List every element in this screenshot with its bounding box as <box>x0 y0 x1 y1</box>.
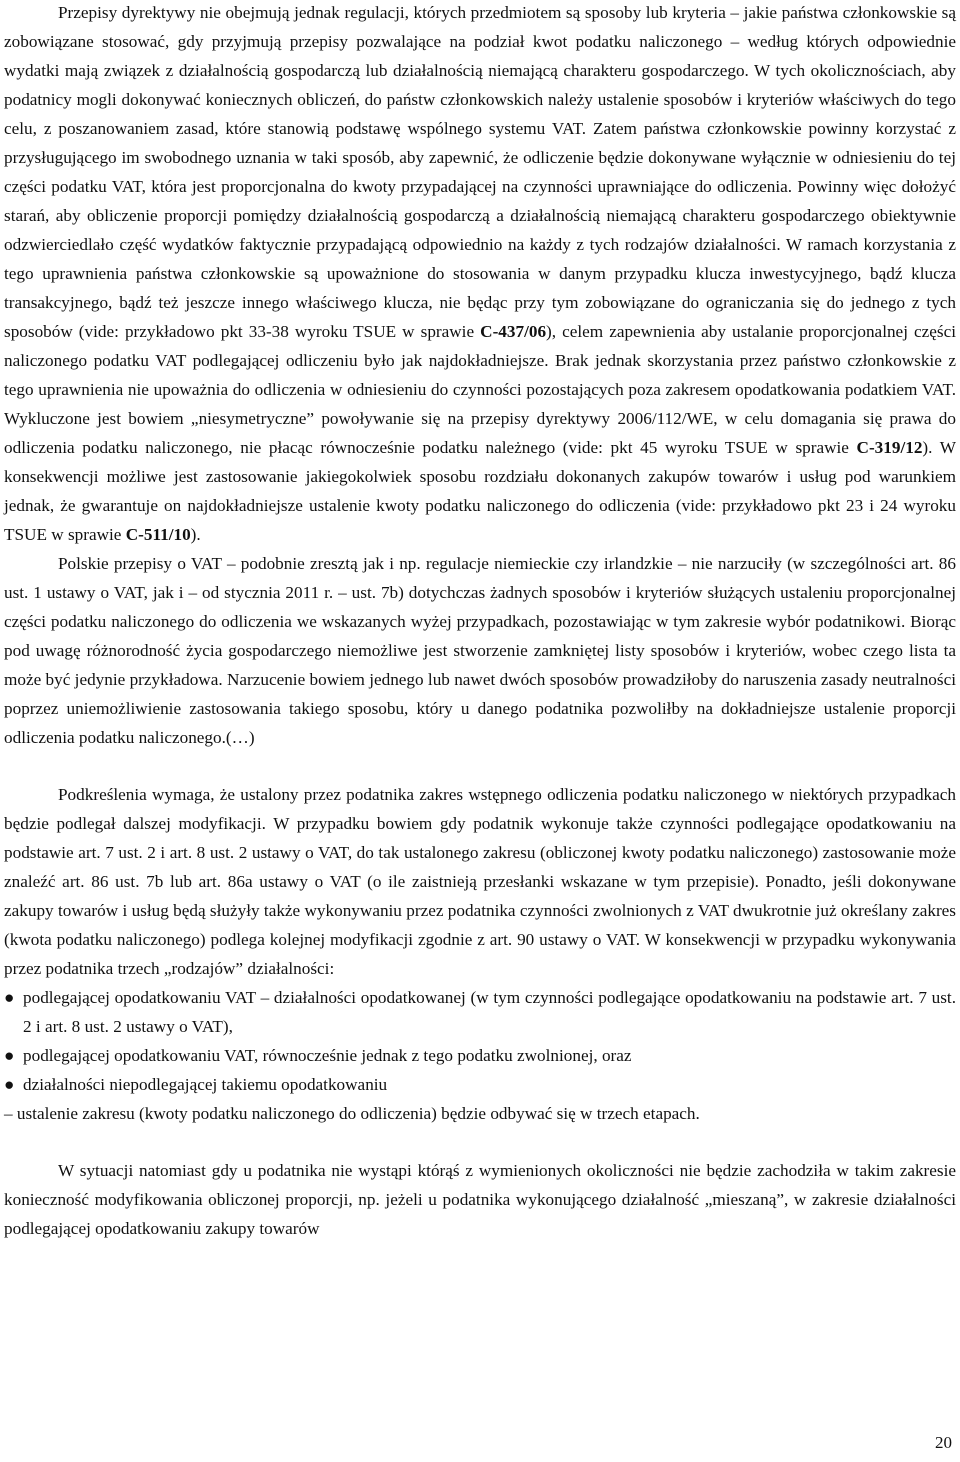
paragraph-modification: Podkreślenia wymaga, że ustalony przez podatnika zakres wstępnego odliczenia podatku naliczonego w niektórych przypadkach będzie podlegał dalszej modyfikacji. W przypadku bowiem gdy podatnik wykonuje także czynności podlegające opodatkowaniu na podstawie art. 7 ust. 2 i art. 8 ust. 2 ustawy o VAT, do tak ustalonego zakresu (obliczonej kwoty podatku naliczonego) zastosowanie może znaleźć art. 86 ust. 7b lub art. 86a ustawy o VAT (o ile zaistnieją przesłanki wskazane w tym przepisie). Ponadto, jeśli dokonywane zakupy towarów i usług będą służyły także wykonywaniu przez podatnika czynności zwolnionych z VAT dwukrotnie już określany zakres (kwota podatku naliczonego) podlega kolejnej modyfikacji zgodnie z art. 90 ustawy o VAT. W konsekwencji w przypadku wykonywania przez podatnika trzech „rodzajów” działalności: <box>4 785 956 978</box>
bullet-icon: ● <box>4 1046 15 1065</box>
list-item-text: podlegającej opodatkowaniu VAT, równocześnie jednak z tego podatku zwolnionej, oraz <box>23 1046 632 1065</box>
document-page <box>4 0 956 1243</box>
paragraph-polish-vat: Polskie przepisy o VAT – podobnie zresztą jak i np. regulacje niemieckie czy irlandzkie – nie narzuciły (w szczególności art. 86 ust. 1 ustawy o VAT, jak i – od stycznia 2011 r. – ust. 7b) dotychczas żadnych sposobów i kryteriów służących ustaleniu proporcjonalnej części podatku naliczonego do odliczenia we wskazanych wyżej przypadkach, pozostawiając w tym zakresie wybór podatnikowi. Biorąc pod uwagę różnorodność życia gospodarczego niemożliwe jest stworzenie zamkniętej listy sposobów i kryteriów, wobec czego lista ta może być jedynie przykładowa. Narzucenie bowiem jednego lub nawet dwóch sposobów prowadziłoby do naruszenia zasady neutralności poprzez uniemożliwienie zastosowania takiego sposobu, który u danego podatnika pozwoliłby na dokładniejsze ustalenie proporcji odliczenia podatku naliczonego.(…) <box>4 554 956 747</box>
case-reference: C-437/06 <box>480 322 547 341</box>
case-reference: C-319/12 <box>856 438 923 457</box>
list-item-text: podlegającej opodatkowaniu VAT – działalności opodatkowanej (w tym czynności podlegające opodatkowaniu na podstawie art. 7 ust. 2 i art. 8 ust. 2 ustawy o VAT), <box>23 988 956 1036</box>
bullet-icon: ● <box>4 1075 15 1094</box>
three-stage-note: – ustalenie zakresu (kwoty podatku naliczonego do odliczenia) będzie odbywać się w trzech etapach. <box>4 1104 700 1123</box>
list-item <box>4 1041 956 1070</box>
list-item <box>4 983 956 1041</box>
text-run: Przepisy dyrektywy nie obejmują jednak regulacji, których przedmiotem są sposoby lub kryteria – jakie państwa członkowskie są zobowiązane stosować, gdy przyjmują przepisy pozwalające na podział kwot podatku naliczonego – według których odpowiednie wydatki mają związek z działalnością gospodarczą lub działalnością niemającą charakteru gospodarczego. W tych okolicznościach, aby podatnicy mogli dokonywać koniecznych obliczeń, do państw członkowskich należy ustalenie sposobów i kryteriów właściwych do tego celu, z poszanowaniem zasad, które stanowią podstawę wspólnego systemu VAT. Zatem państwa członkowskie powinny korzystać z przysługującego im swobodnego uznania w taki sposób, aby zapewnić, że odliczenie będzie dokonywane wyłącznie w odniesieniu do tej części podatku VAT, która jest proporcjonalna do kwoty przypadającej na czynności uprawniające do odliczenia. Powinny więc dołożyć starań, aby obliczenie proporcji pomiędzy działalnością gospodarczą a działalnością niemającą charakteru gospodarczego obiektywnie odzwierciedlało część wydatków faktycznie przypadającą odpowiednio na każdy z tych rodzajów działalności. W ramach korzystania z tego uprawnienia państwa członkowskie są upoważnione do stosowania w danym przypadku klucza inwestycyjnego, bądź klucza transakcyjnego, bądź też jeszcze innego właściwego klucza, nie będąc przy tym zobowiązane do ograniczania się do jednego z tych sposobów (vide: przykładowo pkt 33-38 wyroku TSUE w sprawie <box>4 3 956 341</box>
paragraph-situation: W sytuacji natomiast gdy u podatnika nie wystąpi którąś z wymienionych okoliczności nie będzie zachodziła w takim zakresie konieczność modyfikowania obliczonej proporcji, np. jeżeli u podatnika wykonującego działalność „mieszaną”, w zakresie działalności podlegającej opodatkowaniu zakupy towarów <box>4 1161 956 1238</box>
text-run: ). W konsekwencji możliwe jest zastosowanie jakiegokolwiek sposobu rozdziału dokonanych zakupów towarów i usług pod warunkiem jednak, że gwarantuje on najdokładniejsze ustalenie kwoty podatku naliczonego do odliczenia (vide: przykładowo pkt 23 i 24 wyroku TSUE w sprawie <box>4 438 956 544</box>
paragraph-directive-rules <box>4 0 956 549</box>
page-number: 20 <box>935 1433 952 1452</box>
case-reference: C-511/10 <box>125 525 191 544</box>
activity-list <box>4 983 956 1099</box>
list-item-text: działalności niepodlegającej takiemu opodatkowaniu <box>23 1075 388 1094</box>
text-run: ). <box>190 525 201 544</box>
list-item <box>4 1070 956 1099</box>
text-run: ), celem zapewnienia aby ustalanie proporcjonalnej części naliczonego podatku VAT podlegającej odliczeniu było jak najdokładniejsze. Brak jednak skorzystania przez państwo członkowskie z tego uprawnienia nie upoważnia do odliczenia w odniesieniu do czynności pozostających poza zakresem opodatkowania podatkiem VAT. Wykluczone jest bowiem „niesymetryczne” powoływanie się na przepisy dyrektywy 2006/112/WE, w celu domagania się prawa do odliczenia podatku naliczonego, nie płacąc równocześnie podatku należnego (vide: pkt 45 wyroku TSUE w sprawie <box>4 322 956 457</box>
bullet-icon: ● <box>4 988 15 1007</box>
